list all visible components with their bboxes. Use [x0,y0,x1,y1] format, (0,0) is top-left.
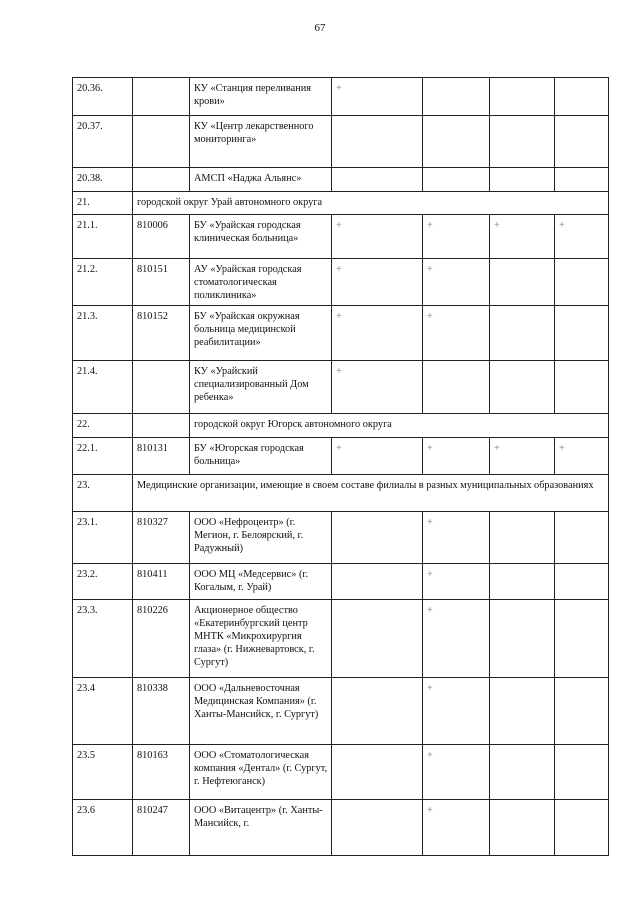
org-code: 810006 [133,215,190,259]
mark-cell [332,564,423,600]
org-code [133,116,190,168]
mark-cell [332,800,423,856]
mark-cell [423,168,490,192]
mark-cell: + [423,306,490,361]
mark-cell [490,168,555,192]
row-number: 23.2. [73,564,133,600]
mark-cell [332,116,423,168]
org-code: 810338 [133,678,190,745]
mark-cell [555,745,609,800]
row-number: 22. [73,414,133,438]
table-row [73,800,609,856]
mark-cell [490,512,555,564]
org-code [133,361,190,414]
table-row [73,215,609,259]
mark-cell [555,564,609,600]
row-number: 20.38. [73,168,133,192]
mark-cell: + [555,215,609,259]
mark-cell: + [423,215,490,259]
table-row [73,745,609,800]
mark-cell [332,745,423,800]
table-row [73,116,609,168]
row-number: 21.3. [73,306,133,361]
mark-cell: + [423,678,490,745]
mark-cell: + [490,215,555,259]
table-row [73,564,609,600]
org-code: 810247 [133,800,190,856]
org-name: КУ «Центр лекарственного мониторинга» [190,116,332,168]
mark-cell [332,512,423,564]
table-row [73,678,609,745]
mark-cell: + [555,438,609,475]
section-row [73,414,609,438]
row-number: 23. [73,475,133,512]
mark-cell [555,678,609,745]
row-number: 23.1. [73,512,133,564]
org-name: Акционерное общество «Екатеринбургский центр МНТК «Микрохирургия глаза» (г. Нижневартовск, г. Сургут) [190,600,332,678]
org-name: ООО «Дальневосточная Медицинская Компания» (г. Ханты-Мансийск, г. Сургут) [190,678,332,745]
mark-cell [555,600,609,678]
row-number: 23.4 [73,678,133,745]
table-row [73,168,609,192]
org-code: 810163 [133,745,190,800]
org-code [133,78,190,116]
org-name: АМСП «Наджа Альянс» [190,168,332,192]
section-title: городской округ Югорск автономного округа [190,414,609,438]
mark-cell [490,78,555,116]
org-code: 810411 [133,564,190,600]
mark-cell [490,564,555,600]
org-code: 810152 [133,306,190,361]
table-row [73,600,609,678]
row-number: 21.4. [73,361,133,414]
org-code: 810151 [133,259,190,306]
mark-cell [555,306,609,361]
mark-cell: + [423,745,490,800]
mark-cell: + [423,600,490,678]
mark-cell [490,361,555,414]
row-number: 21.2. [73,259,133,306]
mark-cell: + [423,800,490,856]
table-row [73,306,609,361]
mark-cell: + [423,259,490,306]
org-code [133,168,190,192]
mark-cell: + [423,438,490,475]
mark-cell: + [332,78,423,116]
org-name: ООО «Стоматологическая компания «Дентал» (г. Сургут, г. Нефтеюганск) [190,745,332,800]
mark-cell [490,745,555,800]
mark-cell: + [490,438,555,475]
row-number: 23.3. [73,600,133,678]
mark-cell [490,678,555,745]
mark-cell [555,78,609,116]
org-name: БУ «Югорская городская больница» [190,438,332,475]
mark-cell [423,116,490,168]
row-number: 20.36. [73,78,133,116]
table-row [73,438,609,475]
table-row [73,78,609,116]
registry-table-body [73,78,609,856]
row-number: 21. [73,192,133,215]
org-name: ООО «Нефроцентр» (г. Мегион, г. Белоярский, г. Радужный) [190,512,332,564]
row-number: 23.5 [73,745,133,800]
mark-cell: + [332,215,423,259]
row-number: 23.6 [73,800,133,856]
empty-cell [133,414,190,438]
mark-cell [423,361,490,414]
mark-cell [555,259,609,306]
mark-cell: + [332,259,423,306]
org-code: 810131 [133,438,190,475]
mark-cell [332,168,423,192]
mark-cell [332,678,423,745]
page-number: 67 [314,22,326,34]
mark-cell [555,361,609,414]
org-name: КУ «Урайский специализированный Дом ребенка» [190,361,332,414]
mark-cell [555,116,609,168]
mark-cell: + [423,512,490,564]
section-title: Медицинские организации, имеющие в своем составе филиалы в разных муниципальных образованиях [133,475,609,512]
mark-cell: + [423,564,490,600]
org-name: ООО «Витацентр» (г. Ханты-Мансийск, г. [190,800,332,856]
mark-cell [423,78,490,116]
mark-cell [490,116,555,168]
mark-cell [490,259,555,306]
org-name: БУ «Урайская городская клиническая больница» [190,215,332,259]
mark-cell [555,512,609,564]
section-title: городской округ Урай автономного округа [133,192,609,215]
mark-cell [490,800,555,856]
row-number: 21.1. [73,215,133,259]
row-number: 22.1. [73,438,133,475]
mark-cell [555,168,609,192]
org-code: 810327 [133,512,190,564]
mark-cell: + [332,306,423,361]
table-row [73,512,609,564]
mark-cell: + [332,361,423,414]
org-code: 810226 [133,600,190,678]
section-row [73,192,609,215]
mark-cell: + [332,438,423,475]
registry-table [72,77,609,856]
org-name: КУ «Станция переливания крови» [190,78,332,116]
table-row [73,259,609,306]
org-name: ООО МЦ «Медсервис» (г. Когалым, г. Урай) [190,564,332,600]
mark-cell [490,600,555,678]
mark-cell [490,306,555,361]
org-name: АУ «Урайская городская стоматологическая поликлиника» [190,259,332,306]
section-row [73,475,609,512]
mark-cell [555,800,609,856]
mark-cell [332,600,423,678]
row-number: 20.37. [73,116,133,168]
table-row [73,361,609,414]
org-name: БУ «Урайская окружная больница медицинской реабилитации» [190,306,332,361]
